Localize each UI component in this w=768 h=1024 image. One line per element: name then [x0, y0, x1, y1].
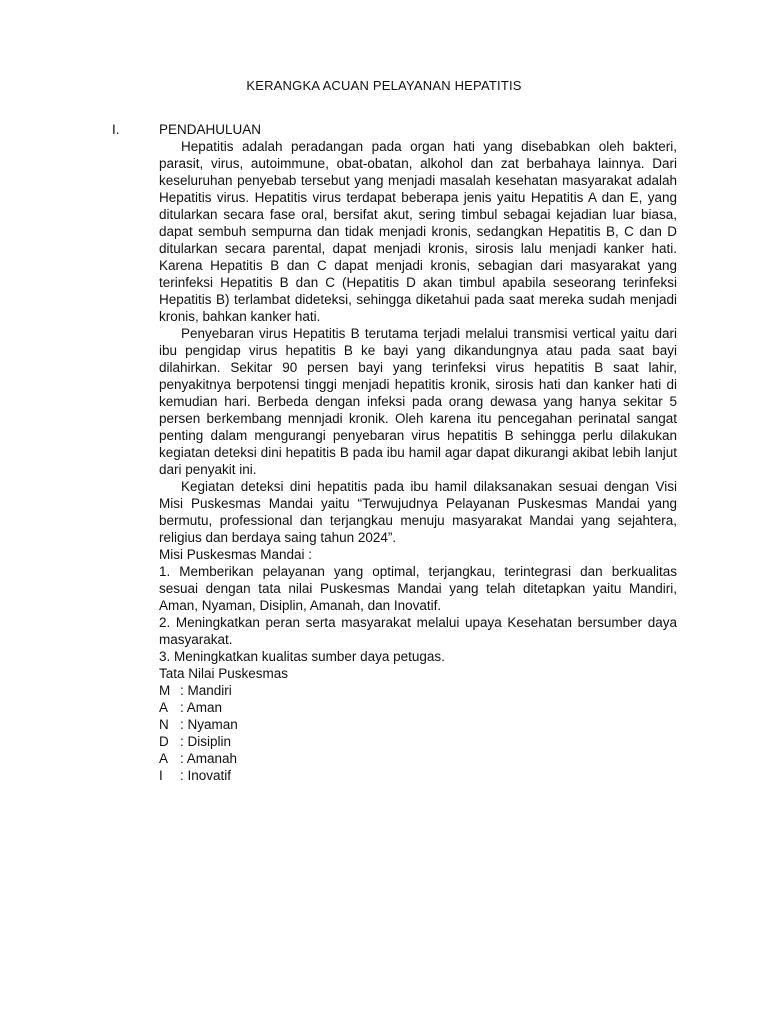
nilai-item — [159, 733, 677, 750]
nilai-item — [159, 750, 677, 767]
nilai-item — [159, 716, 677, 733]
nilai-letter: A — [159, 751, 169, 766]
nilai-letter: A — [159, 700, 169, 715]
section-number: I. — [112, 122, 120, 137]
nilai-value: : Aman — [180, 700, 223, 715]
nilai-value: : Mandiri — [180, 683, 232, 698]
paragraph-3: Kegiatan deteksi dini hepatitis pada ibu hamil dilaksanakan sesuai dengan Visi Misi Puskesmas Mandai yaitu “Terwujudnya Pelayanan Puskesmas Mandai yang bermutu, professional dan terjangkau menuju masyarakat Mandai yang sejahtera, religius dan berdaya saing tahun 2024”. — [159, 479, 677, 545]
nilai-item — [159, 767, 677, 784]
nilai-list — [159, 682, 677, 784]
nilai-value: : Amanah — [180, 751, 238, 766]
document-title: KERANGKA ACUAN PELAYANAN HEPATITIS — [246, 78, 522, 93]
nilai-value: : Nyaman — [180, 717, 238, 732]
paragraph-1: Hepatitis adalah peradangan pada organ hati yang disebabkan oleh bakteri, parasit, virus, autoimmune, obat-obatan, alkohol dan zat berbahaya lainnya. Dari keseluruhan penyebab tersebut yang menjadi masalah kesehatan masyarakat adalah Hepatitis virus. Hepatitis virus terdapat beberapa jenis yaitu Hepatitis A dan E, yang ditularkan secara fase oral, bersifat akut, sering timbul sebagai kejadian luar biasa, dapat sembuh sempurna dan tidak menjadi kronis, sedangkan Hepatitis B, C dan D ditularkan secara parental, dapat menjadi kronis, sirosis lalu menjadi kanker hati. Karena Hepatitis B dan C dapat menjadi kronis, sebagian dari masyarakat yang terinfeksi Hepatitis B dan C (Hepatitis D akan timbul apabila seseorang terinfeksi Hepatitis B) terlambat dideteksi, sehingga diketahui pada saat mereka sudah menjadi kronis, bahkan kanker hati. — [159, 139, 677, 324]
nilai-letter: D — [159, 734, 169, 749]
document-body — [159, 138, 677, 784]
misi-item-2: 2. Meningkatkan peran serta masyarakat melalui upaya Kesehatan bersumber daya masyarakat. — [159, 615, 677, 647]
nilai-value: : Inovatif — [180, 768, 232, 783]
misi-heading: Misi Puskesmas Mandai : — [159, 547, 313, 562]
nilai-letter: I — [159, 768, 163, 783]
nilai-letter: N — [159, 717, 169, 732]
nilai-item — [159, 682, 677, 699]
misi-item-1: 1. Memberikan pelayanan yang optimal, terjangkau, terintegrasi dan berkualitas sesuai dengan tata nilai Puskesmas Mandai yang telah ditetapkan yaitu Mandiri, Aman, Nyaman, Disiplin, Amanah, dan Inovatif. — [159, 564, 677, 613]
paragraph-2: Penyebaran virus Hepatitis B terutama terjadi melalui transmisi vertical yaitu dari ibu pengidap virus hepatitis B ke bayi yang dikandungnya atau pada saat bayi dilahirkan. Sekitar 90 persen bayi yang terinfeksi virus hepatitis B saat lahir, penyakitnya berpotensi tinggi menjadi hepatitis kronik, sirosis hati dan kanker hati di kemudian hari. Berbeda dengan infeksi pada orang dewasa yang hanya sekitar 5 persen berkembang mennjadi kronik. Oleh karena itu pencegahan perinatal sangat penting dalam mengurangi penyebaran virus hepatitis B sehingga perlu dilakukan kegiatan deteksi dini hepatitis B pada ibu hamil agar dapat dikurangi akibat lebih lanjut dari penyakit ini. — [159, 326, 677, 477]
section-heading: PENDAHULUAN — [159, 122, 262, 137]
nilai-letter: M — [159, 683, 171, 698]
nilai-value: : Disiplin — [180, 734, 232, 749]
misi-item-3: 3. Meningkatkan kualitas sumber daya petugas. — [159, 649, 445, 664]
nilai-heading: Tata Nilai Puskesmas — [159, 666, 289, 681]
nilai-item — [159, 699, 677, 716]
